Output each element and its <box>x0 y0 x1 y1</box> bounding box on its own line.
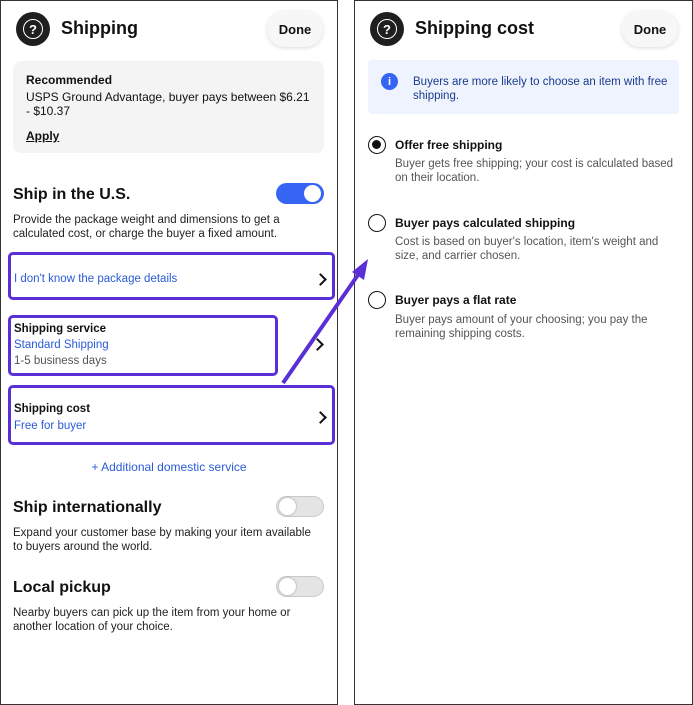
shipping-cost-value: Free for buyer <box>14 420 87 432</box>
local-pickup-title: Local pickup <box>13 579 111 596</box>
shipping-service-value: Standard Shipping <box>14 339 109 351</box>
info-banner <box>368 60 679 114</box>
package-details-link: I don't know the package details <box>14 273 178 285</box>
info-text: Buyers are more likely to choose an item with free shipping. <box>413 76 668 102</box>
ship-us-title: Ship in the U.S. <box>13 186 131 203</box>
page-title: Shipping cost <box>415 18 534 38</box>
chevron-right-icon <box>314 273 327 286</box>
shipping-panel <box>0 0 338 705</box>
apply-link[interactable]: Apply <box>26 129 60 143</box>
help-button[interactable] <box>16 12 50 46</box>
shipping-cost-header <box>355 1 692 57</box>
done-button[interactable]: Done <box>267 11 323 47</box>
shipping-service-row[interactable] <box>8 315 278 376</box>
shipping-header <box>1 1 337 57</box>
recommended-card <box>13 61 324 153</box>
shipping-cost-label: Shipping cost <box>14 403 91 415</box>
question-icon: ? <box>23 19 43 39</box>
toggle-knob <box>304 185 321 202</box>
add-domestic-service-link[interactable]: + Additional domestic service <box>91 460 247 474</box>
question-icon: ? <box>377 19 397 39</box>
option-description: Buyer pays amount of your choosing; you pay the remaining shipping costs. <box>395 314 648 340</box>
radio-calculated-shipping[interactable] <box>368 214 386 232</box>
option-title: Buyer pays calculated shipping <box>395 216 576 230</box>
toggle-knob <box>279 498 296 515</box>
option-title: Buyer pays a flat rate <box>395 293 517 307</box>
toggle-knob <box>279 578 296 595</box>
local-pickup-toggle[interactable] <box>276 576 324 597</box>
radio-flat-rate[interactable] <box>368 291 386 309</box>
recommended-title: Recommended <box>26 73 113 87</box>
ship-us-toggle[interactable] <box>276 183 324 204</box>
option-description: Cost is based on buyer's location, item's weight and size, and carrier chosen. <box>395 236 659 262</box>
ship-intl-description: Expand your customer base by making your item available to buyers around the world. <box>13 527 311 553</box>
chevron-right-icon[interactable] <box>311 338 324 351</box>
help-button[interactable] <box>370 12 404 46</box>
shipping-cost-panel <box>354 0 693 705</box>
recommended-text: USPS Ground Advantage, buyer pays between $6.21 - $10.37 <box>26 90 310 118</box>
page-title: Shipping <box>61 18 138 38</box>
package-details-row[interactable] <box>8 252 335 300</box>
local-pickup-description: Nearby buyers can pick up the item from your home or another location of your choice. <box>13 607 291 633</box>
ship-intl-title: Ship internationally <box>13 499 162 516</box>
radio-free-shipping[interactable] <box>368 136 386 154</box>
option-title: Offer free shipping <box>395 138 503 152</box>
shipping-cost-row[interactable] <box>8 385 335 445</box>
shipping-service-sub: 1-5 business days <box>14 355 107 367</box>
info-icon: i <box>381 73 398 90</box>
ship-us-description: Provide the package weight and dimensions to get a calculated cost, or charge the buyer a fixed amount. <box>13 214 280 240</box>
ship-intl-toggle[interactable] <box>276 496 324 517</box>
option-description: Buyer gets free shipping; your cost is calculated based on their location. <box>395 158 674 184</box>
radio-selected-dot <box>372 140 381 149</box>
shipping-service-label: Shipping service <box>14 323 107 335</box>
done-button[interactable]: Done <box>622 11 678 47</box>
chevron-right-icon <box>314 411 327 424</box>
